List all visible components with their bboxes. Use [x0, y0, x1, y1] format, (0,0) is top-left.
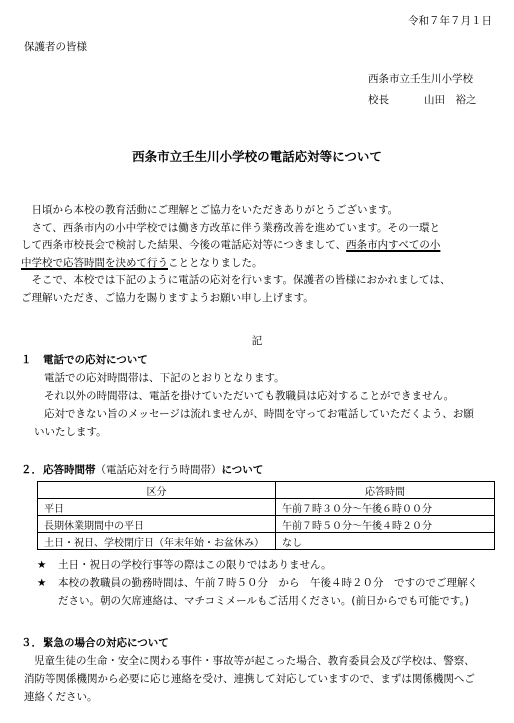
table-row	[38, 499, 495, 516]
intro-line: さて、西条市内の小中学校では働き方改革に伴う業務改善を進めています。その一環と	[31, 221, 440, 234]
document-title: 西条市立壬生川小学校の電話応対等について	[132, 149, 382, 164]
intro-paragraph	[21, 202, 501, 307]
table-cell: なし	[276, 533, 495, 550]
underlined-text: 中学校で応答時間を決めて行う	[21, 256, 168, 269]
table-row	[38, 516, 495, 533]
table-cell: 土日・祝日、学校閉庁日（年末年始・お盆休み）	[38, 533, 276, 550]
table-header: 区分	[38, 482, 276, 499]
intro-line: 中学校で応答時間を決めて行うこととなりました。	[21, 256, 263, 269]
intro-line: ご理解いただき、ご協力を賜りますようお願い申し上げます。	[21, 291, 314, 304]
section1-heading: １ 電話での応対について	[21, 354, 148, 366]
recipient: 保護者の皆様	[24, 41, 87, 53]
section1-body: 電話での応対時間帯は、下記のとおりとなります。 それ以外の時間帯は、電話を掛けていただいても教職員は応対することができません。 応対できない旨のメッセージは流れませんが、時間を守ってお電話していただくよう、お願 いいたします。	[34, 372, 474, 438]
principal-title: 校長	[368, 94, 389, 106]
principal-name: 山田 裕之	[424, 94, 477, 106]
table-header-row	[38, 482, 495, 499]
table-cell: 長期休業期間中の平日	[38, 516, 276, 533]
section2-heading: ２．応答時間帯（電話応対を行う時間帯）について	[21, 464, 264, 476]
notes	[37, 556, 502, 610]
note-item: ★ 土日・祝日の学校行事等の際はこの限りではありません。	[37, 556, 502, 574]
response-hours-table	[37, 481, 495, 550]
school-name: 西条市立壬生川小学校	[368, 73, 473, 85]
star-icon: ★	[37, 559, 47, 571]
table-cell: 午前７時３０分～午後６時００分	[276, 499, 495, 516]
table-header: 応答時間	[276, 482, 495, 499]
table-cell: 午前７時５０分～午後４時２０分	[276, 516, 495, 533]
principal	[368, 92, 477, 107]
section3-body: 児童生徒の生命・安全に関わる事件・事故等が起こった場合、教育委員会及び学校は、警察、 消防等関係機関から必要に応じ連絡を受け、連携して対応していますので、まずは関係機関へご 連絡ください。	[24, 655, 475, 703]
note-item: ★ 本校の教職員の勤務時間は、午前７時５０分 から 午後４時２０分 ですのでご理解く ださい。朝の欠席連絡は、マチコミメールもご活用ください。(前日からでも可能です。)	[37, 574, 502, 610]
ki-marker: 記	[251, 335, 263, 347]
star-icon: ★	[37, 577, 47, 589]
intro-line: そこで、本校では下記のように電話の応対を行います。保護者の皆様におかれましては、	[31, 274, 451, 286]
underlined-text: 西条市内すべての小	[346, 239, 441, 251]
table-cell: 平日	[38, 499, 276, 516]
section3-heading: ３．緊急の場合の対応について	[21, 637, 169, 649]
letter-date: 令和７年７月１日	[408, 15, 492, 27]
intro-line: 日頃から本校の教育活動にご理解とご協力をいただきありがとうございます。	[31, 204, 399, 216]
intro-line: して西条市校長会で検討した結果、今後の電話応対等につきまして、西条市内すべての小	[21, 239, 441, 251]
table-row	[38, 533, 495, 550]
